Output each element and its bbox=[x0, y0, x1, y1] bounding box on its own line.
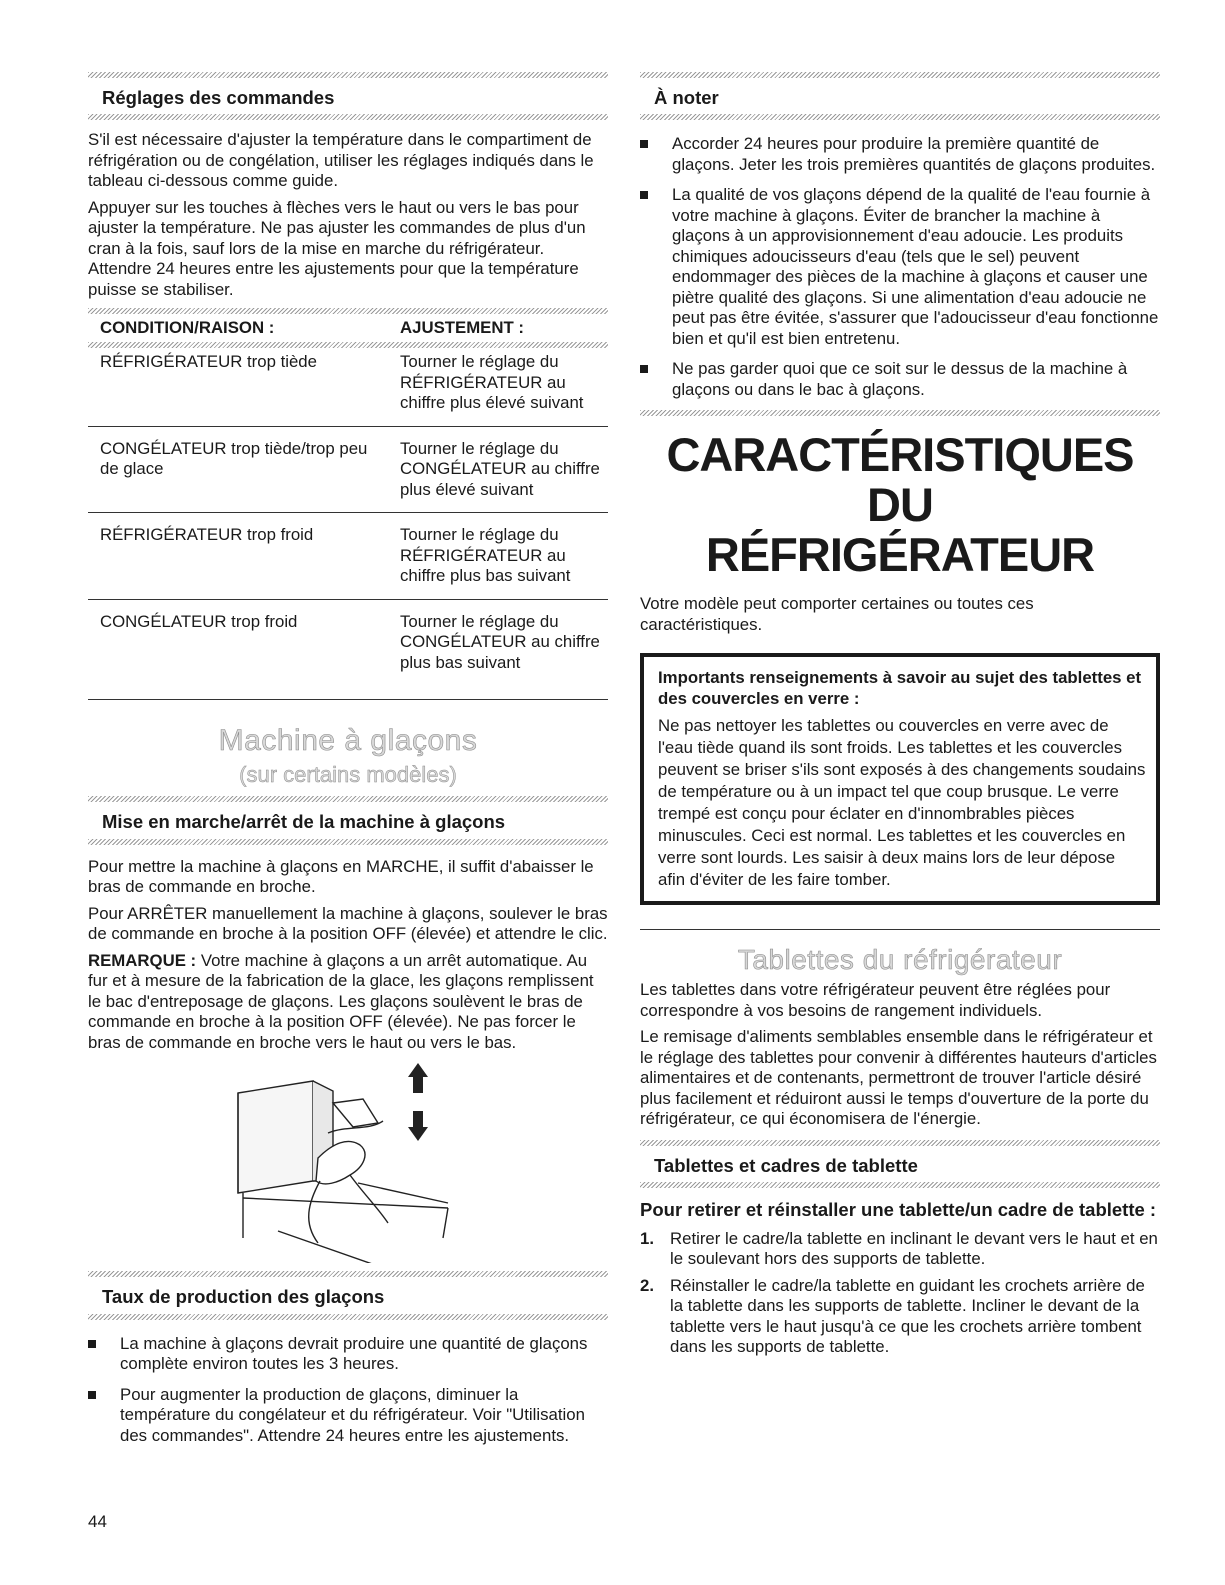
list-item: Accorder 24 heures pour produire la première quantité de glaçons. Jeter les trois premières quantités de glaçons produites. bbox=[640, 134, 1160, 175]
step-number: 2. bbox=[640, 1275, 654, 1295]
hatch-divider bbox=[640, 410, 1160, 416]
features-title bbox=[640, 430, 1160, 580]
hatch-divider bbox=[88, 839, 608, 845]
list-item bbox=[640, 1276, 1160, 1358]
ice-onoff-heading: Mise en marche/arrêt de la machine à glaçons bbox=[102, 811, 506, 833]
glass-warning-text: Ne pas nettoyer les tablettes ou couvercles en verre avec de l'eau tiède quand ils sont froids. Les tablettes et les couvercles peuvent se briser s'ils sont exposés à des changements soudains de température ou à un impact tel que coup brusque. Le verre trempé est conçu pour éclater en d'innombrables pièces minuscules. Ceci est normal. Les tablettes et les couvercles en verre sont lourds. Les saisir à deux mains lors de leur dépose afin d'éviter de les faire tomber. bbox=[658, 716, 1146, 890]
note-heading: À noter bbox=[654, 87, 719, 108]
table-header bbox=[88, 314, 608, 342]
left-column bbox=[88, 72, 608, 1456]
features-title-line-1: CARACTÉRISTIQUES DU bbox=[666, 428, 1134, 532]
shelves-title: Tablettes du réfrigérateur bbox=[737, 944, 1063, 976]
list-item: La qualité de vos glaçons dépend de la qualité de l'eau fournie à votre machine à glaçons. Éviter de brancher la machine à glaçons à un approvisionnement d'eau adoucie. Les produits chimiques adoucisseurs d'eau (tels que le sel) peuvent endommager des pièces de la machine à glaçons et causer une piètre qualité des glaçons. Si une alimentation d'eau adoucie ne peut pas être évitée, s'assurer que l'adoucisseur d'eau fonctionne bien et qu'il est bien entretenu. bbox=[640, 185, 1160, 349]
shelves-paragraph-2: Le remisage d'aliments semblables ensemble dans le réfrigérateur et le réglage des tablettes pour convenir à différentes hauteurs d'articles alimentaires et de contenants, permettront de trouver l'article désiré plus facilement et réduiront aussi le temps d'ouverture de la porte du réfrigérateur, ce qui économisera de l'énergie. bbox=[640, 1027, 1157, 1129]
table-cell-condition: CONGÉLATEUR trop tiède/trop peu de glace bbox=[100, 438, 368, 479]
table-cell-adjustment: Tourner le réglage du CONGÉLATEUR au chiffre plus élevé suivant bbox=[400, 438, 600, 499]
table-cell-adjustment: Tourner le réglage du RÉFRIGÉRATEUR au chiffre plus élevé suivant bbox=[400, 352, 584, 413]
glass-warning-box bbox=[640, 653, 1160, 905]
table-cell-adjustment: Tourner le réglage du CONGÉLATEUR au chiffre plus bas suivant bbox=[400, 611, 600, 672]
table-cell-condition: CONGÉLATEUR trop froid bbox=[100, 611, 298, 631]
table-cell-adjustment: Tourner le réglage du RÉFRIGÉRATEUR au chiffre plus bas suivant bbox=[400, 525, 571, 586]
ice-note bbox=[88, 951, 608, 1054]
hatch-divider bbox=[88, 1314, 608, 1320]
ice-maker-illustration bbox=[88, 1063, 608, 1263]
adjustment-table bbox=[88, 348, 608, 700]
controls-heading: Réglages des commandes bbox=[102, 87, 335, 108]
table-cell-condition: RÉFRIGÉRATEUR trop tiède bbox=[100, 352, 317, 372]
list-item: Ne pas garder quoi que ce soit sur le dessus de la machine à glaçons ou dans le bac à glaçons. bbox=[640, 359, 1160, 400]
controls-paragraph-1: S'il est nécessaire d'ajuster la température dans le compartiment de réfrigération ou de congélation, utiliser les réglages indiqués dans le tableau ci-dessous comme guide. bbox=[88, 130, 594, 191]
table-col-condition: CONDITION/RAISON : bbox=[100, 318, 275, 338]
table-col-adjustment: AJUSTEMENT : bbox=[400, 318, 524, 338]
ice-paragraph-2: Pour ARRÊTER manuellement la machine à glaçons, soulever le bras de commande en broche à la position OFF (élevée) et attendre le clic. bbox=[88, 903, 608, 944]
list-item: La machine à glaçons devrait produire une quantité de glaçons complète environ toutes les 3 heures. bbox=[88, 1334, 608, 1375]
glass-warning-heading: Importants renseignements à savoir au sujet des tablettes et des couvercles en verre : bbox=[658, 668, 1142, 709]
shelves-heading: Tablettes et cadres de tablette bbox=[654, 1154, 918, 1176]
note-list bbox=[640, 134, 1160, 400]
ice-maker-title: Machine à glaçons bbox=[218, 724, 478, 758]
hatch-divider bbox=[640, 114, 1160, 120]
divider-rule bbox=[640, 929, 1160, 930]
page-number: 44 bbox=[88, 1512, 107, 1531]
right-column bbox=[640, 72, 1160, 1364]
ice-paragraph-1: Pour mettre la machine à glaçons en MARCHE, il suffit d'abaisser le bras de commande en broche. bbox=[88, 856, 594, 897]
shelves-steps bbox=[640, 1229, 1160, 1358]
step-number: 1. bbox=[640, 1228, 654, 1248]
features-intro: Votre modèle peut comporter certaines ou toutes ces caractéristiques. bbox=[640, 594, 1034, 634]
table-row bbox=[88, 513, 608, 600]
step-text: Réinstaller le cadre/la tablette en guidant les crochets arrière de la tablette dans les supports de tablette. Incliner le devant de la tablette vers le haut jusqu'à ce que les crochets arrière tombent dans les supports de tablette. bbox=[670, 1275, 1145, 1357]
table-row bbox=[88, 600, 608, 701]
list-item: Pour augmenter la production de glaçons, diminuer la température du congélateur et du réfrigérateur. Voir "Utilisation des commandes". Attendre 24 heures entre les ajustements. bbox=[88, 1385, 608, 1447]
shelves-paragraph-1: Les tablettes dans votre réfrigérateur peuvent être réglées pour correspondre à vos besoins de rangement individuels. bbox=[640, 980, 1111, 1020]
table-row bbox=[88, 348, 608, 427]
ice-maker-subtitle: (sur certains modèles) bbox=[239, 762, 457, 788]
controls-paragraph-2: Appuyer sur les touches à flèches vers le haut ou vers le bas pour ajuster la température. Ne pas ajuster les commandes de plus d'un cran à la fois, sauf lors de la mise en marche du réfrigérateur. Attendre 24 heures entre les ajustements pour que la température puisse se stabiliser. bbox=[88, 197, 586, 299]
ice-note-label: REMARQUE : bbox=[88, 950, 197, 970]
table-row bbox=[88, 427, 608, 514]
features-title-line-2: RÉFRIGÉRATEUR bbox=[705, 528, 1095, 582]
hatch-divider bbox=[88, 114, 608, 120]
rate-list bbox=[88, 1334, 608, 1447]
list-item bbox=[640, 1229, 1160, 1270]
shelves-subheading: Pour retirer et réinstaller une tablette/un cadre de tablette : bbox=[640, 1199, 1157, 1221]
rate-heading: Taux de production des glaçons bbox=[102, 1286, 385, 1308]
step-text: Retirer le cadre/la tablette en inclinant le devant vers le haut et en le soulevant hors des supports de tablette. bbox=[670, 1228, 1158, 1269]
table-cell-condition: RÉFRIGÉRATEUR trop froid bbox=[100, 525, 314, 545]
ice-note-text: Votre machine à glaçons a un arrêt automatique. Au fur et à mesure de la fabrication de la glace, les glaçons remplissent le bac d'entreposage de glaçons. Les glaçons soulèvent le bras de commande en broche à la position OFF (élevée). Ne pas forcer le bras de commande en broche vers le haut ou vers le bas. bbox=[88, 950, 594, 1052]
